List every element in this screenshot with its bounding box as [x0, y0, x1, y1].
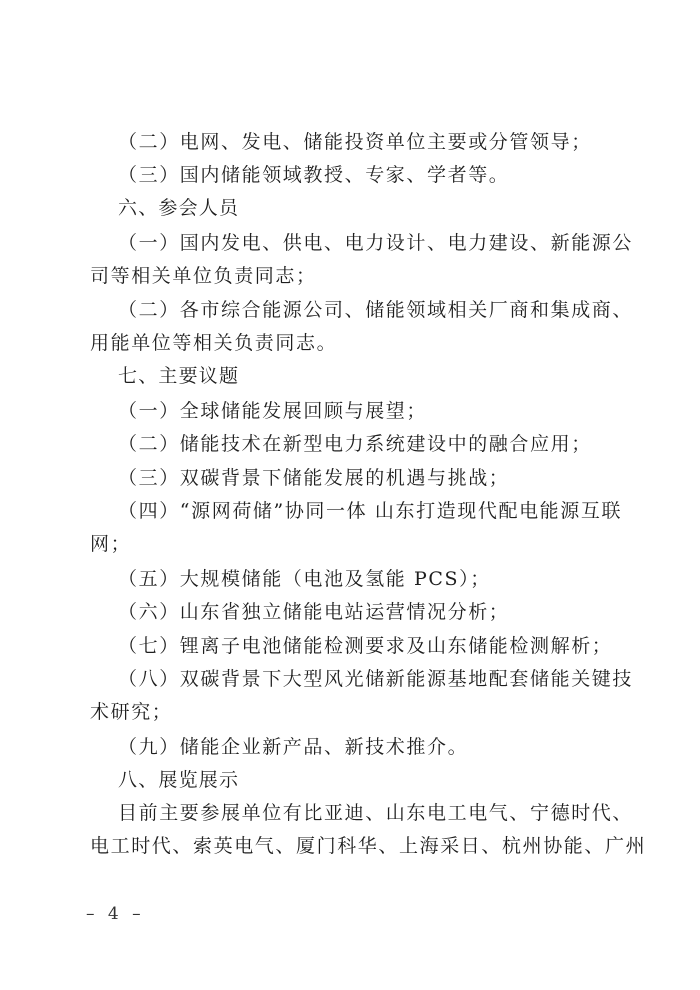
section-heading: 七、主要议题 [118, 365, 240, 387]
text-line: 司等相关单位负责同志； [90, 265, 317, 287]
text-line: 术研究； [90, 701, 173, 723]
text-line: （二）储能技术在新型电力系统建设中的融合应用； [118, 433, 592, 455]
text-line: （五）大规模储能（电池及氢能 PCS）； [118, 568, 491, 590]
text-line: 目前主要参展单位有比亚迪、山东电工电气、宁德时代、 [118, 802, 634, 824]
text-line: （七）锂离子电池储能检测要求及山东储能检测解析； [118, 635, 613, 657]
text-line: 网； [90, 533, 132, 555]
text-line: （六）山东省独立储能电站运营情况分析； [118, 601, 510, 623]
section-heading: 六、参会人员 [118, 197, 240, 219]
text-line: （八）双碳背景下大型风光储新能源基地配套储能关键技 [118, 668, 634, 690]
text-line: （二）各市综合能源公司、储能领域相关厂商和集成商、 [118, 299, 634, 321]
section-heading: 八、展览展示 [118, 769, 240, 791]
text-line: （三）双碳背景下储能发展的机遇与挑战； [118, 467, 510, 489]
text-line: （二）电网、发电、储能投资单位主要或分管领导； [118, 131, 592, 153]
text-line: 用能单位等相关负责同志。 [90, 332, 338, 354]
text-line: （四）“源网荷储”协同一体 山东打造现代配电能源互联 [118, 500, 623, 522]
text-line: （一）全球储能发展回顾与展望； [118, 400, 428, 422]
text-line: （九）储能企业新产品、新技术推介。 [118, 736, 469, 758]
text-line: （三）国内储能领域教授、专家、学者等。 [118, 164, 510, 186]
text-line: 电工时代、索英电气、厦门科华、上海采日、杭州协能、广州 [90, 835, 647, 857]
page-number: – 4 – [86, 904, 145, 924]
text-line: （一）国内发电、供电、电力设计、电力建设、新能源公 [118, 232, 634, 254]
